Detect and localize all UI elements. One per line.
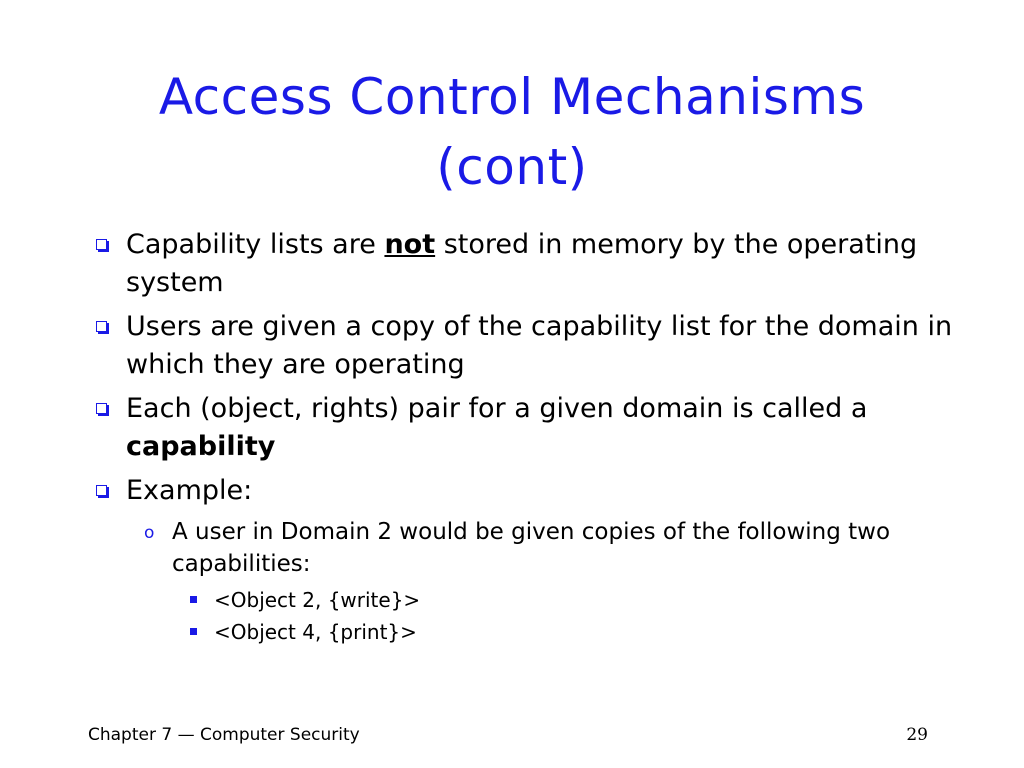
hollow-square-bullet-icon — [96, 321, 107, 332]
bullet-text: Users are given a copy of the capability list for the domain in which they are operating — [126, 311, 953, 380]
bullet-emphasis: not — [384, 229, 436, 260]
filled-square-bullet-icon — [190, 628, 197, 635]
bullet-item — [96, 472, 956, 510]
bullet-list — [96, 226, 956, 648]
page-number: 29 — [906, 725, 928, 745]
subsub-bullet-item — [190, 616, 956, 648]
bullet-item — [96, 226, 956, 302]
slide-title — [0, 62, 1024, 202]
footer-topic: Computer Security — [200, 725, 360, 745]
bullet-text: Each (object, rights) pair for a given domain is called a — [126, 393, 868, 424]
hollow-square-bullet-icon — [96, 403, 107, 414]
hollow-square-bullet-icon — [96, 485, 107, 496]
title-line-1: Access Control Mechanisms — [158, 68, 866, 126]
subsub-bullet-text: <Object 4, {print}> — [214, 620, 417, 644]
hollow-square-bullet-icon — [96, 239, 107, 250]
footer-dash: — — [177, 725, 195, 745]
subsub-bullet-item — [190, 584, 956, 616]
bullet-text: stored in memory by the operating system — [126, 229, 918, 298]
sub-bullet-text: A user in Domain 2 would be given copies of the following two capabilities: — [172, 519, 891, 577]
footer-caption — [88, 724, 360, 746]
bullet-emphasis: capability — [126, 431, 276, 462]
bullet-text: Example: — [126, 475, 253, 506]
sub-bullet-item — [144, 516, 956, 580]
footer-chapter: Chapter 7 — [88, 725, 173, 745]
subsub-bullet-text: <Object 2, {write}> — [214, 588, 421, 612]
bullet-item — [96, 390, 956, 466]
filled-square-bullet-icon — [190, 596, 197, 603]
bullet-text: Capability lists are — [126, 229, 385, 260]
bullet-item — [96, 308, 956, 384]
circle-bullet-icon: o — [144, 523, 155, 543]
title-line-2: (cont) — [436, 138, 588, 196]
